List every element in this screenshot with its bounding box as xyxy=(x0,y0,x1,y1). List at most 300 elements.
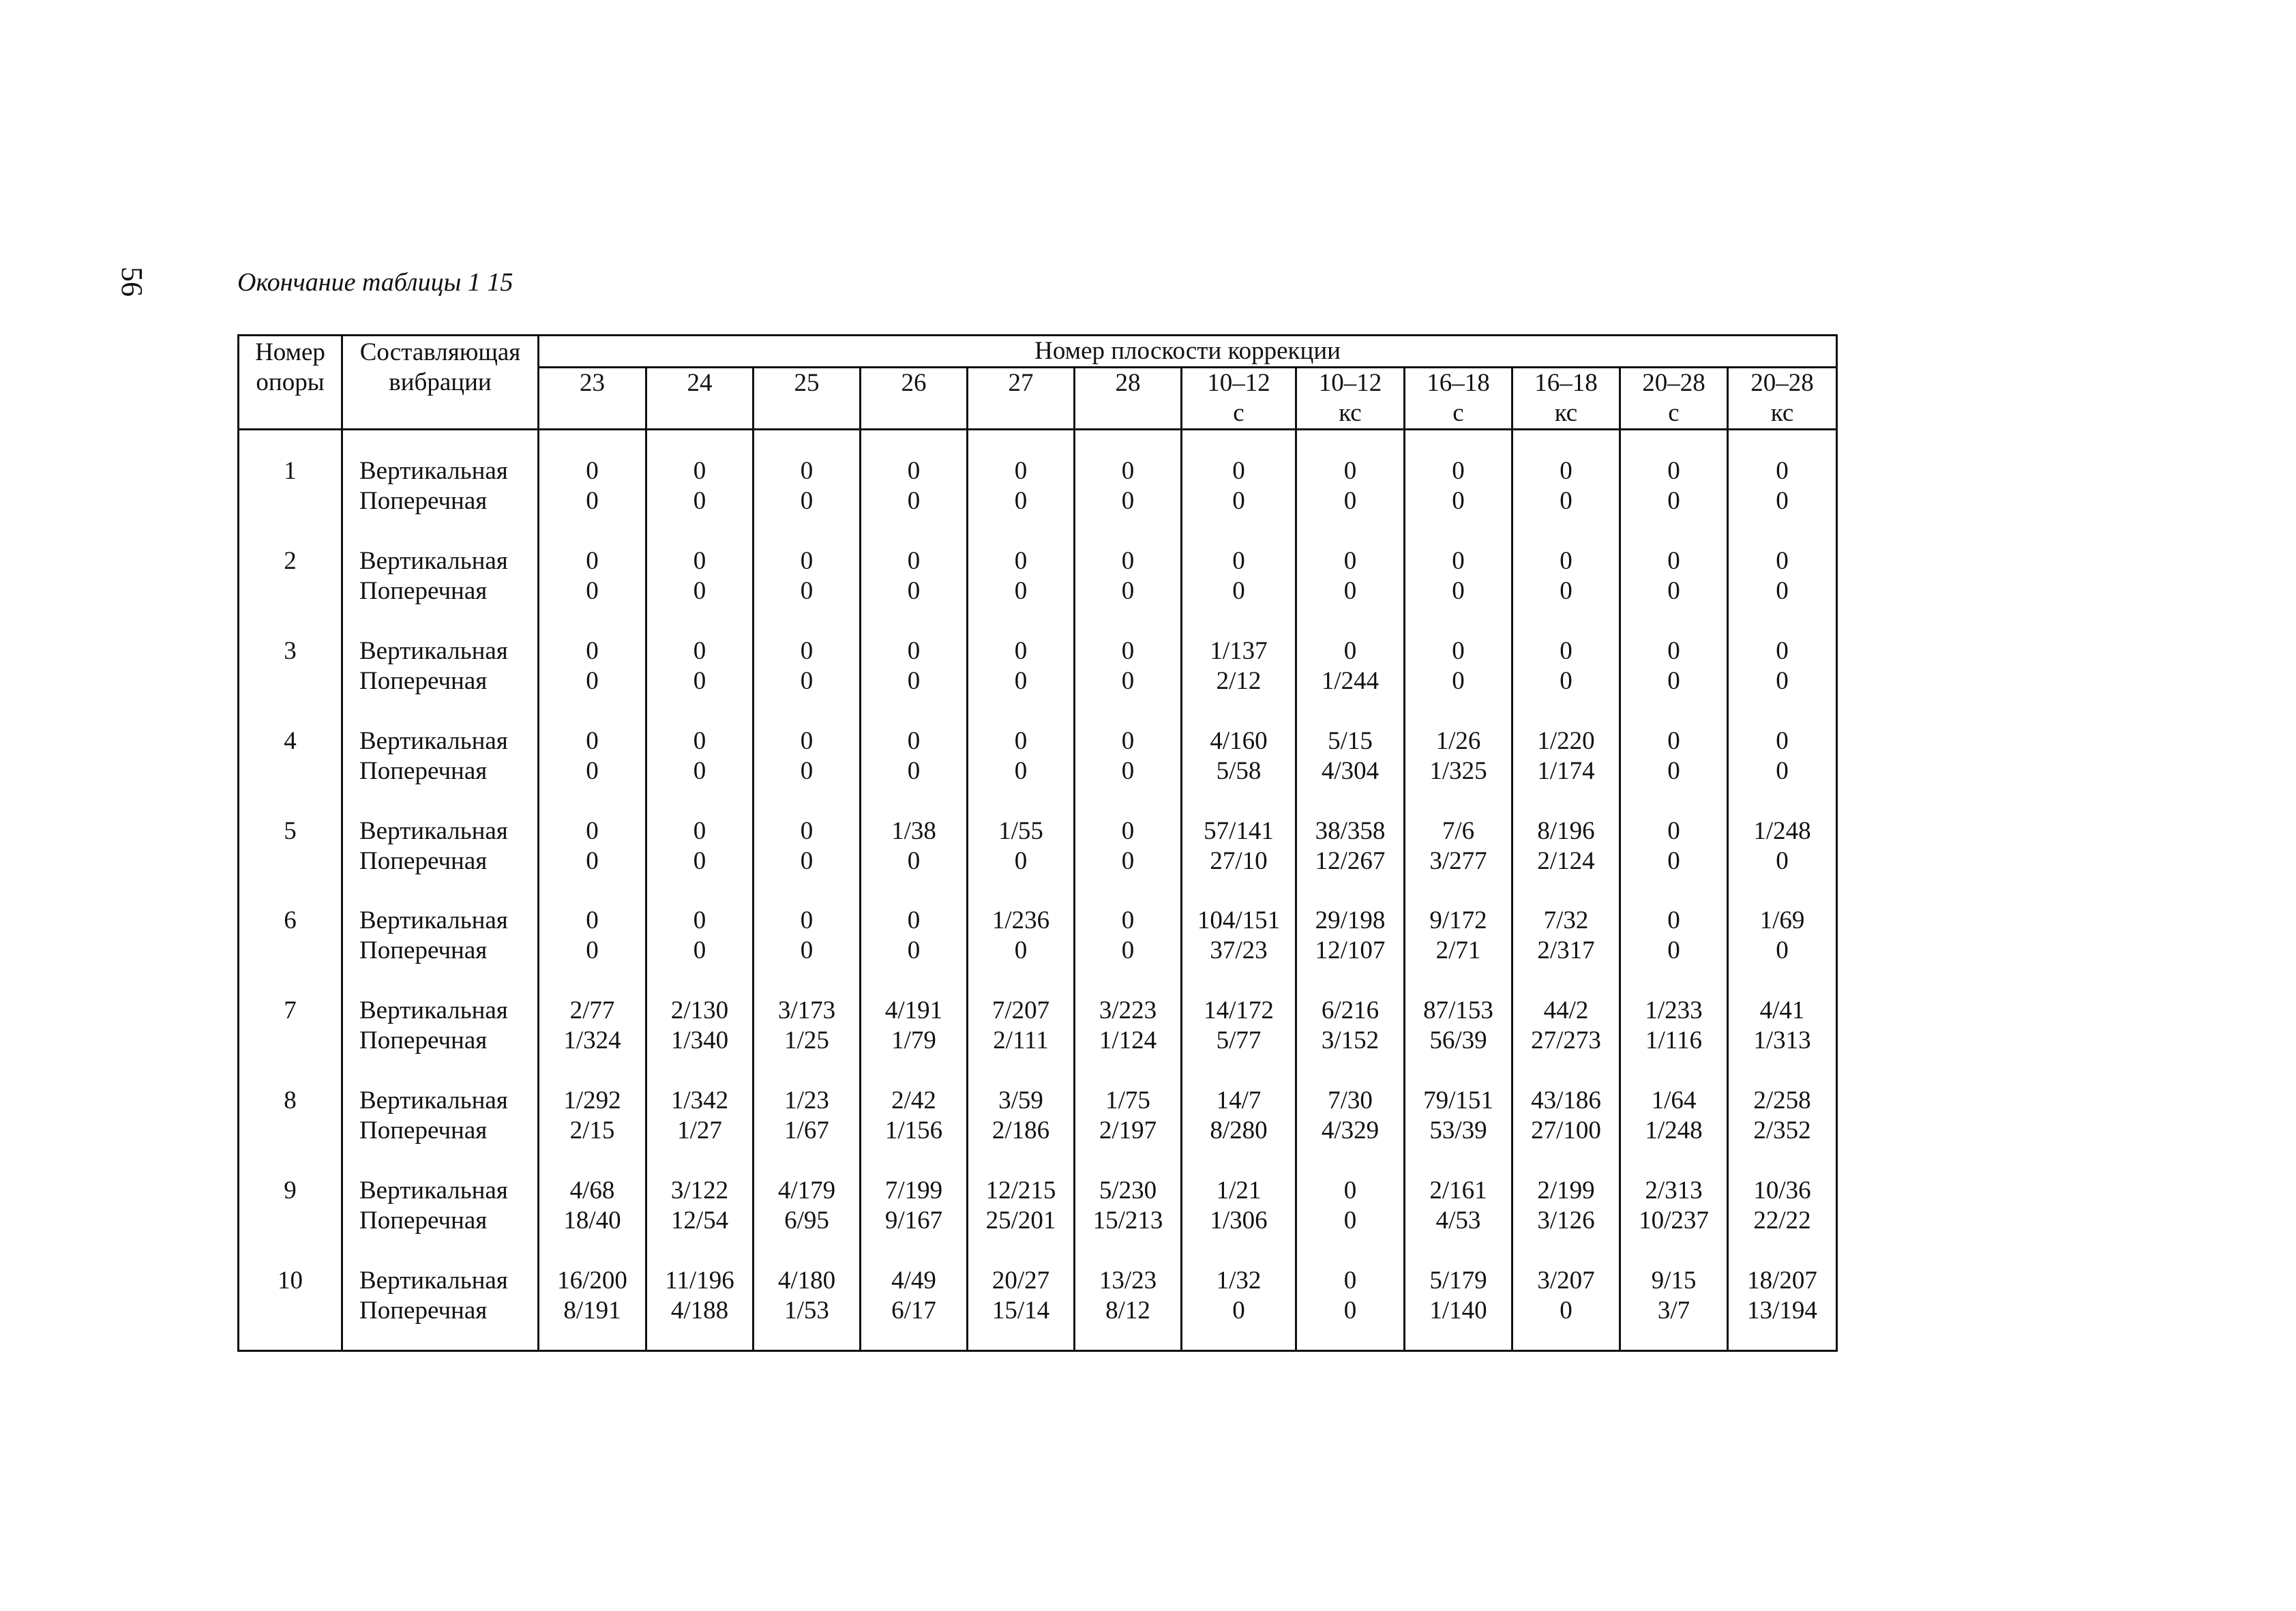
transverse-value: 1/116 xyxy=(1645,1026,1702,1055)
value-cell xyxy=(754,1239,861,1351)
plane-number-label: 23 xyxy=(580,369,605,397)
vertical-value: 5/15 xyxy=(1328,726,1373,755)
value-cell xyxy=(1405,1239,1512,1351)
transverse-value: 0 xyxy=(1667,756,1680,785)
value-cell xyxy=(861,878,968,969)
transverse-value: 1/25 xyxy=(784,1026,829,1055)
transverse-value: 0 xyxy=(1667,576,1680,605)
value-cell xyxy=(539,609,646,699)
value-cell xyxy=(646,789,754,879)
transverse-value: 0 xyxy=(907,576,921,605)
value-cell xyxy=(1075,1149,1182,1239)
vertical-value: 18/207 xyxy=(1747,1267,1817,1295)
value-cell xyxy=(1620,789,1728,879)
plane-number-label: 28 xyxy=(1115,369,1141,397)
value-cell xyxy=(1620,430,1728,519)
value-cell xyxy=(968,1149,1075,1239)
vertical-value: 2/258 xyxy=(1753,1087,1811,1115)
vertical-value: 0 xyxy=(1667,636,1680,665)
table-row xyxy=(239,609,1837,699)
value-cell xyxy=(1620,609,1728,699)
transverse-value: 0 xyxy=(1560,576,1572,605)
table-row xyxy=(239,1239,1837,1351)
value-cell xyxy=(539,969,646,1059)
vibration-component-cell xyxy=(342,609,539,699)
table-header xyxy=(239,336,1837,430)
support-number-cell xyxy=(239,1149,342,1239)
vertical-value: 9/172 xyxy=(1429,906,1487,935)
plane-suffix-label xyxy=(647,398,752,428)
vertical-value: 5/230 xyxy=(1099,1177,1157,1205)
vertical-value: 0 xyxy=(907,906,921,935)
table-row xyxy=(239,789,1837,879)
table-row xyxy=(239,1149,1837,1239)
transverse-value: 0 xyxy=(586,487,599,515)
transverse-value: 2/124 xyxy=(1537,846,1595,875)
value-cell xyxy=(646,1239,754,1351)
vertical-value: 0 xyxy=(1121,457,1135,485)
vertical-value: 1/342 xyxy=(670,1087,729,1115)
transverse-value: 4/304 xyxy=(1321,756,1380,785)
vertical-value: 1/137 xyxy=(1210,636,1268,665)
transverse-value: 3/7 xyxy=(1657,1297,1690,1325)
value-cell xyxy=(539,519,646,609)
vertical-value: 13/23 xyxy=(1099,1267,1157,1295)
transverse-value: 0 xyxy=(693,756,706,785)
transverse-value: 3/152 xyxy=(1321,1026,1380,1055)
vertical-value: 1/32 xyxy=(1216,1267,1262,1295)
transverse-value: 12/267 xyxy=(1315,846,1386,875)
transverse-value: 8/191 xyxy=(563,1297,621,1325)
vertical-value: 0 xyxy=(693,906,706,935)
transverse-value: 27/100 xyxy=(1531,1117,1601,1145)
value-cell xyxy=(539,1059,646,1149)
transverse-value: 0 xyxy=(800,666,814,695)
vertical-value: 0 xyxy=(1343,636,1357,665)
value-cell xyxy=(1620,699,1728,789)
vibration-component-cell xyxy=(342,699,539,789)
value-cell xyxy=(1620,878,1728,969)
transverse-value: 4/53 xyxy=(1435,1207,1481,1235)
plane-suffix-label: с xyxy=(1668,399,1680,427)
plane-number-label: 25 xyxy=(794,369,820,397)
value-cell xyxy=(646,878,754,969)
transverse-component-label: Поперечная xyxy=(359,1297,488,1325)
vibration-component-cell xyxy=(342,430,539,519)
plane-number-label: 27 xyxy=(1008,369,1034,397)
value-cell xyxy=(1296,1239,1405,1351)
value-cell xyxy=(861,430,968,519)
transverse-component-label: Поперечная xyxy=(359,936,488,965)
vertical-value: 4/180 xyxy=(777,1267,836,1295)
value-cell xyxy=(968,519,1075,609)
correction-plane-column-header xyxy=(1075,368,1182,430)
value-cell xyxy=(1182,1149,1296,1239)
transverse-value: 1/140 xyxy=(1429,1297,1487,1325)
vertical-value: 0 xyxy=(693,726,706,755)
transverse-value: 4/188 xyxy=(670,1297,729,1325)
vertical-component-label: Вертикальная xyxy=(359,996,508,1025)
value-cell xyxy=(1512,878,1620,969)
vertical-value: 4/49 xyxy=(891,1267,936,1295)
transverse-value: 0 xyxy=(693,576,706,605)
transverse-value: 6/95 xyxy=(784,1207,829,1235)
vertical-value: 3/59 xyxy=(998,1087,1043,1115)
transverse-value: 0 xyxy=(1452,576,1465,605)
value-cell xyxy=(646,699,754,789)
value-cell xyxy=(1296,969,1405,1059)
transverse-value: 3/277 xyxy=(1429,846,1487,875)
plane-number-label: 20–28 xyxy=(1642,369,1705,397)
transverse-value: 2/71 xyxy=(1435,936,1481,965)
vertical-value: 6/216 xyxy=(1321,996,1380,1025)
transverse-value: 27/273 xyxy=(1531,1026,1601,1055)
vertical-value: 0 xyxy=(1452,457,1465,485)
vertical-value: 0 xyxy=(907,457,921,485)
value-cell xyxy=(539,430,646,519)
value-cell xyxy=(646,430,754,519)
support-number: 5 xyxy=(284,816,297,845)
transverse-value: 22/22 xyxy=(1753,1207,1811,1235)
transverse-value: 2/12 xyxy=(1216,666,1262,695)
support-number-cell xyxy=(239,789,342,879)
vertical-value: 14/7 xyxy=(1216,1087,1262,1115)
vertical-value: 0 xyxy=(1121,546,1135,575)
value-cell xyxy=(1512,699,1620,789)
vertical-value: 5/179 xyxy=(1429,1267,1487,1295)
value-cell xyxy=(539,789,646,879)
support-number-header xyxy=(239,336,342,430)
support-number-cell xyxy=(239,699,342,789)
transverse-value: 0 xyxy=(1776,487,1789,515)
vertical-value: 1/220 xyxy=(1537,726,1595,755)
table-row xyxy=(239,1059,1837,1149)
table-row xyxy=(239,969,1837,1059)
vertical-value: 7/30 xyxy=(1328,1087,1373,1115)
value-cell xyxy=(646,1149,754,1239)
value-cell xyxy=(646,1059,754,1149)
transverse-value: 1/248 xyxy=(1645,1117,1703,1145)
support-number-cell xyxy=(239,1059,342,1149)
value-cell xyxy=(754,430,861,519)
table-row xyxy=(239,878,1837,969)
vertical-value: 1/55 xyxy=(998,816,1043,845)
transverse-value: 0 xyxy=(1776,666,1789,695)
transverse-value: 0 xyxy=(1232,487,1245,515)
transverse-value: 0 xyxy=(1776,576,1789,605)
vertical-value: 0 xyxy=(1560,457,1572,485)
transverse-value: 0 xyxy=(800,846,814,875)
vertical-value: 1/26 xyxy=(1435,726,1481,755)
value-cell xyxy=(646,609,754,699)
vertical-value: 0 xyxy=(907,726,921,755)
vertical-value: 10/36 xyxy=(1753,1177,1811,1205)
value-cell xyxy=(1182,609,1296,699)
vertical-component-label: Вертикальная xyxy=(359,546,508,575)
vertical-value: 0 xyxy=(1121,816,1135,845)
vertical-value: 57/141 xyxy=(1204,816,1274,845)
transverse-value: 0 xyxy=(1560,1297,1572,1325)
transverse-value: 8/12 xyxy=(1105,1297,1150,1325)
plane-number-label: 16–18 xyxy=(1427,369,1490,397)
transverse-value: 15/213 xyxy=(1092,1207,1163,1235)
value-cell xyxy=(1405,1059,1512,1149)
transverse-value: 3/126 xyxy=(1537,1207,1595,1235)
vertical-value: 1/75 xyxy=(1105,1087,1150,1115)
vertical-value: 4/160 xyxy=(1210,726,1268,755)
vertical-value: 1/69 xyxy=(1759,906,1805,935)
transverse-value: 1/174 xyxy=(1537,756,1595,785)
transverse-component-label: Поперечная xyxy=(359,1207,488,1235)
vertical-value: 3/223 xyxy=(1099,996,1157,1025)
vertical-value: 0 xyxy=(1121,726,1135,755)
component-header-line: Составляющая xyxy=(359,338,521,366)
transverse-value: 0 xyxy=(1232,576,1245,605)
table-row xyxy=(239,519,1837,609)
vertical-value: 20/27 xyxy=(992,1267,1050,1295)
vertical-value: 7/207 xyxy=(992,996,1050,1025)
value-cell xyxy=(1512,609,1620,699)
value-cell xyxy=(1512,1059,1620,1149)
vertical-value: 11/196 xyxy=(665,1267,734,1295)
transverse-value: 6/17 xyxy=(891,1297,936,1325)
vertical-value: 44/2 xyxy=(1543,996,1589,1025)
support-number: 10 xyxy=(278,1267,303,1295)
value-cell xyxy=(754,609,861,699)
value-cell xyxy=(1075,430,1182,519)
transverse-value: 0 xyxy=(1343,1207,1357,1235)
plane-suffix-label xyxy=(754,398,859,428)
transverse-component-label: Поперечная xyxy=(359,487,488,515)
vibration-component-cell xyxy=(342,878,539,969)
transverse-value: 9/167 xyxy=(884,1207,943,1235)
transverse-value: 5/77 xyxy=(1216,1026,1262,1055)
transverse-value: 0 xyxy=(907,756,921,785)
transverse-value: 0 xyxy=(1667,846,1680,875)
vertical-value: 0 xyxy=(1343,1177,1357,1205)
value-cell xyxy=(754,1059,861,1149)
value-cell xyxy=(968,699,1075,789)
correction-plane-column-header xyxy=(968,368,1075,430)
value-cell xyxy=(968,609,1075,699)
value-cell xyxy=(861,969,968,1059)
vertical-value: 0 xyxy=(907,546,921,575)
value-cell xyxy=(1405,969,1512,1059)
vertical-value: 1/38 xyxy=(891,816,936,845)
vertical-value: 2/130 xyxy=(670,996,729,1025)
value-cell xyxy=(1075,1239,1182,1351)
value-cell xyxy=(1075,969,1182,1059)
vertical-component-label: Вертикальная xyxy=(359,1177,508,1205)
transverse-value: 0 xyxy=(1776,756,1789,785)
vertical-value: 2/199 xyxy=(1537,1177,1595,1205)
table-row xyxy=(239,430,1837,519)
transverse-value: 0 xyxy=(1014,487,1028,515)
correction-plane-table xyxy=(237,334,1838,1352)
transverse-value: 5/58 xyxy=(1216,756,1262,785)
transverse-value: 0 xyxy=(800,756,814,785)
vertical-value: 0 xyxy=(1776,457,1789,485)
plane-suffix-label xyxy=(1075,398,1180,428)
vertical-value: 0 xyxy=(1014,546,1028,575)
transverse-value: 0 xyxy=(1121,576,1135,605)
value-cell xyxy=(1405,519,1512,609)
value-cell xyxy=(754,519,861,609)
value-cell xyxy=(861,1149,968,1239)
plane-number-label: 10–12 xyxy=(1318,369,1382,397)
transverse-value: 0 xyxy=(1776,936,1789,965)
value-cell xyxy=(539,878,646,969)
value-cell xyxy=(1182,969,1296,1059)
component-header-line: вибрации xyxy=(389,368,492,396)
transverse-value: 1/325 xyxy=(1429,756,1487,785)
vertical-value: 0 xyxy=(1776,546,1789,575)
vertical-value: 4/68 xyxy=(569,1177,615,1205)
value-cell xyxy=(1512,430,1620,519)
support-number: 7 xyxy=(284,996,297,1025)
vertical-value: 38/358 xyxy=(1315,816,1386,845)
vertical-value: 14/172 xyxy=(1204,996,1274,1025)
transverse-value: 0 xyxy=(1776,846,1789,875)
transverse-value: 12/54 xyxy=(670,1207,729,1235)
value-cell xyxy=(968,1239,1075,1351)
value-cell xyxy=(861,609,968,699)
support-number: 2 xyxy=(284,546,297,575)
vertical-value: 87/153 xyxy=(1423,996,1493,1025)
vertical-value: 0 xyxy=(907,636,921,665)
vertical-value: 0 xyxy=(693,546,706,575)
vibration-component-cell xyxy=(342,1149,539,1239)
value-cell xyxy=(861,519,968,609)
transverse-value: 0 xyxy=(1121,666,1135,695)
correction-plane-column-header xyxy=(1296,368,1405,430)
vertical-value: 0 xyxy=(1560,636,1572,665)
support-header-line: Номер xyxy=(255,338,325,366)
transverse-component-label: Поперечная xyxy=(359,576,488,605)
vertical-value: 1/233 xyxy=(1645,996,1703,1025)
vertical-value: 0 xyxy=(1232,457,1245,485)
vertical-value: 0 xyxy=(693,457,706,485)
correction-plane-column-header xyxy=(1512,368,1620,430)
value-cell xyxy=(539,1239,646,1351)
transverse-value: 0 xyxy=(1560,666,1572,695)
transverse-value: 0 xyxy=(586,846,599,875)
vertical-value: 0 xyxy=(1667,816,1680,845)
vertical-value: 0 xyxy=(693,816,706,845)
transverse-value: 0 xyxy=(907,666,921,695)
vertical-value: 1/23 xyxy=(784,1087,829,1115)
value-cell xyxy=(861,1059,968,1149)
vibration-component-header xyxy=(342,336,539,430)
plane-suffix-label: кс xyxy=(1554,399,1578,427)
vertical-component-label: Вертикальная xyxy=(359,457,508,485)
correction-plane-column-header xyxy=(1620,368,1728,430)
transverse-value: 0 xyxy=(1343,576,1357,605)
value-cell xyxy=(1728,430,1837,519)
plane-suffix-label xyxy=(968,398,1073,428)
vertical-value: 4/191 xyxy=(884,996,943,1025)
value-cell xyxy=(968,878,1075,969)
transverse-value: 1/313 xyxy=(1753,1026,1811,1055)
support-number-cell xyxy=(239,430,342,519)
value-cell xyxy=(1728,1059,1837,1149)
vertical-value: 8/196 xyxy=(1537,816,1595,845)
value-cell xyxy=(539,699,646,789)
transverse-value: 0 xyxy=(693,936,706,965)
value-cell xyxy=(1728,699,1837,789)
page-number: 56 xyxy=(115,267,149,297)
transverse-value: 0 xyxy=(907,936,921,965)
vertical-value: 0 xyxy=(1121,636,1135,665)
transverse-value: 0 xyxy=(800,936,814,965)
vertical-value: 0 xyxy=(1776,726,1789,755)
vertical-value: 0 xyxy=(800,726,814,755)
vertical-value: 1/248 xyxy=(1753,816,1811,845)
plane-suffix-label: кс xyxy=(1339,399,1362,427)
value-cell xyxy=(1296,609,1405,699)
table-body xyxy=(239,430,1837,1351)
vertical-value: 0 xyxy=(1667,457,1680,485)
vertical-value: 0 xyxy=(1014,726,1028,755)
value-cell xyxy=(1182,789,1296,879)
vertical-value: 0 xyxy=(586,726,599,755)
transverse-value: 0 xyxy=(1667,936,1680,965)
vertical-component-label: Вертикальная xyxy=(359,1087,508,1115)
transverse-value: 1/324 xyxy=(563,1026,621,1055)
vertical-value: 29/198 xyxy=(1315,906,1386,935)
vertical-value: 0 xyxy=(586,906,599,935)
transverse-value: 56/39 xyxy=(1429,1026,1487,1055)
transverse-component-label: Поперечная xyxy=(359,756,488,785)
transverse-value: 1/156 xyxy=(884,1117,943,1145)
value-cell xyxy=(861,699,968,789)
vertical-value: 0 xyxy=(800,546,814,575)
transverse-value: 27/10 xyxy=(1210,846,1268,875)
transverse-value: 10/237 xyxy=(1639,1207,1709,1235)
table-caption: Окончание таблицы 1 15 xyxy=(237,268,513,297)
transverse-value: 2/197 xyxy=(1099,1117,1157,1145)
transverse-component-label: Поперечная xyxy=(359,1117,488,1145)
correction-plane-column-header xyxy=(1182,368,1296,430)
value-cell xyxy=(1728,969,1837,1059)
vertical-value: 0 xyxy=(586,546,599,575)
support-number: 8 xyxy=(284,1087,297,1115)
transverse-value: 0 xyxy=(586,576,599,605)
vertical-value: 7/199 xyxy=(884,1177,943,1205)
transverse-value: 0 xyxy=(1232,1297,1245,1325)
vertical-value: 2/161 xyxy=(1429,1177,1487,1205)
transverse-value: 0 xyxy=(907,487,921,515)
value-cell xyxy=(1182,1059,1296,1149)
value-cell xyxy=(1296,1059,1405,1149)
transverse-value: 1/244 xyxy=(1321,666,1380,695)
correction-plane-column-header xyxy=(646,368,754,430)
transverse-value: 0 xyxy=(1121,756,1135,785)
transverse-value: 8/280 xyxy=(1210,1117,1268,1145)
value-cell xyxy=(1405,609,1512,699)
value-cell xyxy=(1620,1239,1728,1351)
value-cell xyxy=(1296,878,1405,969)
transverse-value: 12/107 xyxy=(1315,936,1386,965)
support-header-line: опоры xyxy=(256,368,325,396)
vertical-value: 4/41 xyxy=(1759,996,1805,1025)
vertical-component-label: Вертикальная xyxy=(359,906,508,935)
vertical-value: 0 xyxy=(800,906,814,935)
vertical-value: 0 xyxy=(586,457,599,485)
transverse-value: 1/53 xyxy=(784,1297,829,1325)
vertical-component-label: Вертикальная xyxy=(359,726,508,755)
value-cell xyxy=(1512,1149,1620,1239)
